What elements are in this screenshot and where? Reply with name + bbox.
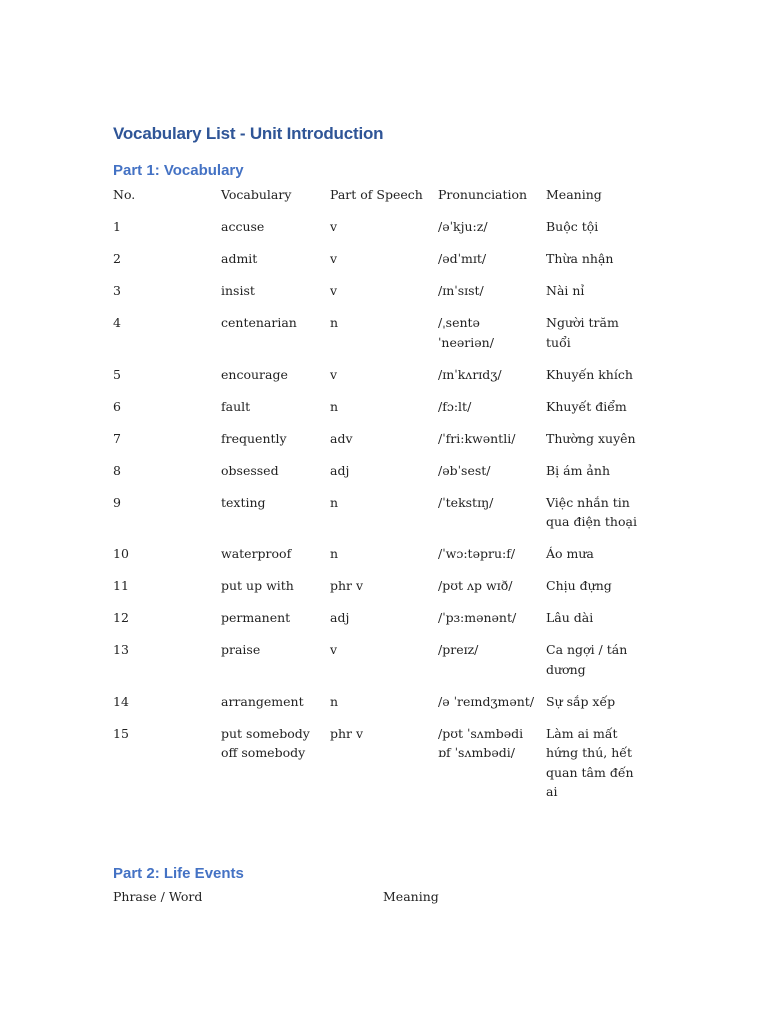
column-header-part-of-speech: Part of Speech bbox=[330, 187, 423, 202]
row-number: 12 bbox=[113, 610, 129, 625]
table-row bbox=[113, 429, 653, 461]
pronunciation: /ɪnˈkʌrɪdʒ/ bbox=[438, 366, 502, 382]
part-of-speech: n bbox=[330, 398, 339, 414]
row-number: 6 bbox=[113, 398, 121, 414]
pronunciation: /ɪnˈsɪst/ bbox=[438, 283, 484, 298]
part-of-speech: adj bbox=[330, 610, 350, 625]
document-title: Vocabulary List - Unit Introduction bbox=[113, 124, 384, 143]
column-header-phrase: Phrase / Word bbox=[113, 889, 203, 904]
meaning: Việc nhắn tin qua điện thoại bbox=[546, 494, 637, 529]
column-header-meaning: Meaning bbox=[546, 187, 602, 202]
part-of-speech: v bbox=[330, 283, 338, 298]
meaning: Khuyến khích bbox=[546, 366, 633, 382]
row-number: 7 bbox=[113, 430, 121, 446]
table-row bbox=[113, 724, 653, 815]
pronunciation: /pʊt ˈsʌmbədi ɒf ˈsʌmbədi/ bbox=[438, 725, 524, 760]
pronunciation: /pʊt ʌp wɪð/ bbox=[438, 578, 513, 593]
vocabulary-word: praise bbox=[221, 642, 261, 657]
meaning: Người trăm tuổi bbox=[546, 315, 619, 350]
table-row bbox=[113, 640, 653, 692]
pronunciation: /əˈkju:z/ bbox=[438, 219, 488, 234]
table-row bbox=[113, 493, 653, 545]
table-row bbox=[113, 281, 653, 313]
part-of-speech: adj bbox=[330, 462, 350, 478]
vocabulary-word: centenarian bbox=[221, 315, 297, 330]
vocabulary-table-body bbox=[113, 217, 653, 814]
table-row bbox=[113, 313, 653, 365]
table-header-row bbox=[113, 185, 653, 217]
table-row bbox=[113, 608, 653, 640]
meaning: Lâu dài bbox=[546, 610, 594, 625]
vocabulary-word: encourage bbox=[221, 366, 288, 382]
row-number: 5 bbox=[113, 366, 121, 382]
vocabulary-word: obsessed bbox=[221, 462, 279, 478]
meaning: Bị ám ảnh bbox=[546, 462, 610, 478]
part-of-speech: n bbox=[330, 315, 339, 330]
pronunciation: /ˈwɔ:təpru:f/ bbox=[438, 546, 516, 561]
part-of-speech: v bbox=[330, 219, 338, 234]
vocabulary-word: fault bbox=[221, 398, 251, 414]
table-row bbox=[113, 461, 653, 493]
row-number: 2 bbox=[113, 251, 121, 266]
vocabulary-word: waterproof bbox=[221, 546, 292, 561]
part1-heading: Part 1: Vocabulary bbox=[113, 162, 244, 179]
pronunciation: /ədˈmɪt/ bbox=[438, 251, 487, 266]
row-number: 3 bbox=[113, 283, 121, 298]
meaning: Áo mưa bbox=[546, 546, 594, 561]
row-number: 15 bbox=[113, 725, 129, 741]
vocabulary-table bbox=[113, 185, 653, 814]
vocabulary-word: put up with bbox=[221, 578, 294, 593]
meaning: Nài nỉ bbox=[546, 283, 585, 298]
column-header-pronunciation: Pronunciation bbox=[438, 187, 528, 202]
meaning: Buộc tội bbox=[546, 219, 599, 234]
vocabulary-word: arrangement bbox=[221, 693, 304, 709]
part-of-speech: phr v bbox=[330, 578, 364, 593]
column-header-no: No. bbox=[113, 187, 136, 202]
pronunciation: /ˌsentə ˈneəriən/ bbox=[438, 315, 494, 350]
meaning: Thường xuyên bbox=[546, 430, 636, 446]
row-number: 1 bbox=[113, 219, 121, 234]
part-of-speech: n bbox=[330, 494, 339, 510]
table-row bbox=[113, 397, 653, 429]
pronunciation: /fɔ:lt/ bbox=[438, 398, 472, 414]
vocabulary-word: frequently bbox=[221, 430, 287, 446]
table-row bbox=[113, 365, 653, 397]
row-number: 9 bbox=[113, 494, 121, 510]
table-row bbox=[113, 249, 653, 281]
vocabulary-word: admit bbox=[221, 251, 258, 266]
pronunciation: /ˈfri:kwəntli/ bbox=[438, 430, 516, 446]
pronunciation: /preɪz/ bbox=[438, 642, 479, 657]
table-row bbox=[113, 217, 653, 249]
row-number: 4 bbox=[113, 315, 121, 330]
vocabulary-word: put somebody off somebody bbox=[221, 725, 310, 760]
vocabulary-word: insist bbox=[221, 283, 255, 298]
pronunciation: /əbˈsest/ bbox=[438, 462, 491, 478]
row-number: 14 bbox=[113, 693, 129, 709]
table-row bbox=[113, 544, 653, 576]
part-of-speech: n bbox=[330, 546, 339, 561]
meaning: Thừa nhận bbox=[546, 251, 614, 266]
part-of-speech: adv bbox=[330, 430, 353, 446]
part2-heading: Part 2: Life Events bbox=[113, 865, 244, 882]
table-row bbox=[113, 576, 653, 608]
column-header-vocabulary: Vocabulary bbox=[221, 187, 292, 202]
part-of-speech: n bbox=[330, 693, 339, 709]
vocabulary-word: accuse bbox=[221, 219, 265, 234]
part-of-speech: phr v bbox=[330, 725, 364, 741]
pronunciation: /ə ˈreɪndʒmənt/ bbox=[438, 693, 535, 709]
meaning: Sự sắp xếp bbox=[546, 693, 616, 709]
row-number: 11 bbox=[113, 578, 129, 593]
row-number: 13 bbox=[113, 642, 129, 657]
meaning: Chịu đựng bbox=[546, 578, 612, 593]
row-number: 10 bbox=[113, 546, 129, 561]
pronunciation: /ˈpɜ:mənənt/ bbox=[438, 610, 517, 625]
row-number: 8 bbox=[113, 462, 121, 478]
meaning: Ca ngợi / tán dương bbox=[546, 642, 628, 677]
part-of-speech: v bbox=[330, 251, 338, 266]
pronunciation: /ˈtekstɪŋ/ bbox=[438, 494, 494, 510]
vocabulary-word: texting bbox=[221, 494, 266, 510]
part-of-speech: v bbox=[330, 366, 338, 382]
table-row bbox=[113, 692, 653, 724]
meaning: Làm ai mất hứng thú, hết quan tâm đến ai bbox=[546, 725, 634, 799]
vocabulary-word: permanent bbox=[221, 610, 291, 625]
meaning: Khuyết điểm bbox=[546, 398, 627, 414]
part-of-speech: v bbox=[330, 642, 338, 657]
column-header-meaning-life-events: Meaning bbox=[383, 889, 439, 904]
